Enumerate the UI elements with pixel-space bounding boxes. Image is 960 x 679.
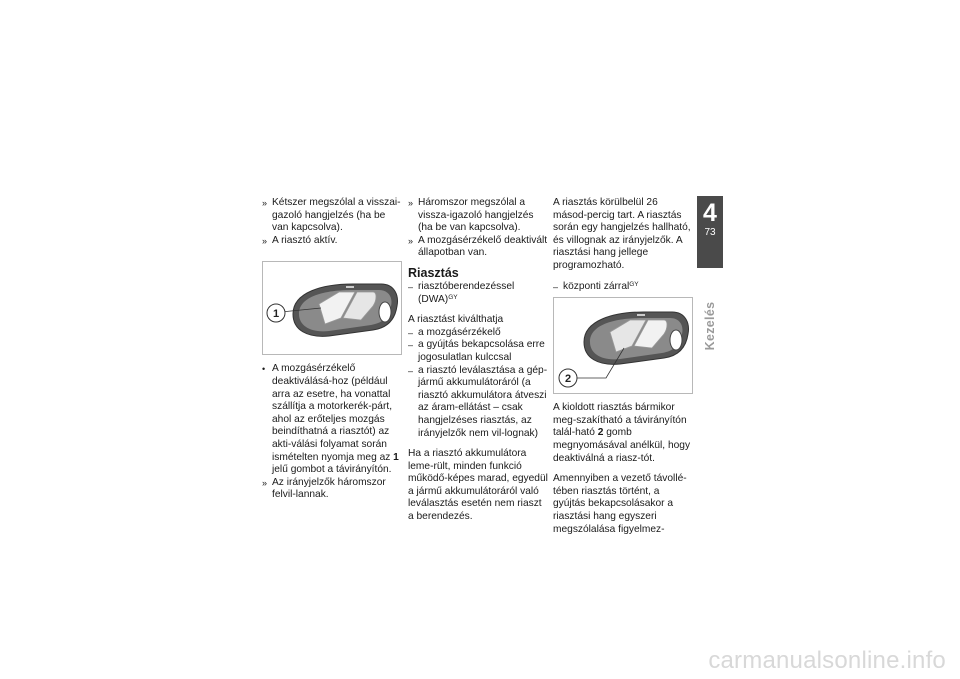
chapter-tab bbox=[697, 196, 723, 268]
list-item bbox=[408, 235, 548, 260]
column-3 bbox=[553, 197, 693, 536]
dash-marker: – bbox=[408, 365, 414, 376]
chapter-title: Kezelés bbox=[703, 301, 717, 351]
section-heading: Riasztás bbox=[408, 265, 459, 280]
dash-marker: – bbox=[408, 327, 414, 338]
list-item bbox=[408, 339, 548, 364]
list-item bbox=[262, 477, 402, 502]
dash-marker: – bbox=[408, 340, 414, 351]
paragraph: A riasztás körülbelül 26 másod-percig tart. A riasztás során egy hangjelzés hallható, és villognak az irányjelzők. A riasztási hang jellege programozható. bbox=[553, 197, 691, 271]
bullet-marker: » bbox=[262, 477, 268, 488]
remote-key-figure-2 bbox=[553, 297, 693, 394]
list-item bbox=[262, 363, 402, 476]
chapter-title-vertical bbox=[702, 296, 718, 356]
bullet-marker: • bbox=[262, 364, 266, 375]
remote-key-illustration bbox=[554, 298, 692, 393]
item-text: a riasztó leválasztása a gép-jármű akkumulátoráról (a riasztó akkumulátora átveszi az áram-ellátást – csak hangjelzéses riasztás, az irányjelzők nem vil-lognak) bbox=[418, 364, 548, 439]
item-text: A riasztó aktív. bbox=[272, 234, 338, 246]
intro-text: A riasztást kiválthatja bbox=[408, 314, 504, 326]
list-item bbox=[408, 327, 548, 340]
figure-label: 2 bbox=[564, 373, 572, 386]
chapter-number: 4 bbox=[703, 199, 717, 227]
list-item bbox=[408, 365, 548, 441]
paragraph: Ha a riasztó akkumulátora leme-rült, minden funkció működő-képes marad, egyedül a jármű akkumulátoráról való leválasztás esetén nem riaszt a berendezés. bbox=[408, 448, 548, 523]
item-text: A mozgásérzékelő deaktiválásá-hoz (például arra az esetre, ha vonattal szállítja a motorkerék-párt, ahol az erőteljes mozgás beindíthatná a riasztót) az akti-válási folyamat során ismételten nyomja meg az 1 jelű gombot a távirányítón. bbox=[272, 363, 399, 476]
item-text: Kétszer megszólal a visszai-gazoló hangjelzés (ha be van kapcsolva). bbox=[272, 197, 401, 234]
list-item bbox=[408, 197, 548, 235]
bullet-marker: » bbox=[262, 235, 268, 246]
paragraph: Amennyiben a vezető távollé-tében riasztás történt, a gyújtás bekapcsolásakor a riasztási hang egyszeri megszólalása figyelmez- bbox=[553, 473, 687, 535]
list-item bbox=[408, 281, 548, 306]
list-item bbox=[262, 197, 402, 235]
column-2 bbox=[408, 197, 548, 524]
item-text: A mozgásérzékelő deaktivált állapotban van. bbox=[418, 234, 548, 259]
item-text: a gyújtás bekapcsolása erre jogosulatlan kulccsal bbox=[418, 339, 545, 363]
dash-marker: – bbox=[553, 281, 559, 292]
page-number: 73 bbox=[704, 227, 716, 238]
bullet-marker: » bbox=[262, 198, 268, 208]
remote-key-illustration bbox=[263, 262, 401, 354]
column-1 bbox=[262, 197, 402, 502]
list-item bbox=[262, 235, 402, 248]
item-text: Háromszor megszólal a vissza-igazoló hangjelzés (ha be van kapcsolva). bbox=[418, 197, 534, 234]
paragraph: A kioldott riasztás bármikor meg-szakítható a távirányítón talál-ható 2 gomb megnyomásával anélkül, hogy deaktiválná a riasz-tót. bbox=[553, 402, 691, 464]
watermark: carmanualsonline.info bbox=[708, 647, 946, 674]
list-item bbox=[553, 281, 693, 294]
item-text: központi zárral$^{GY}$ bbox=[563, 280, 639, 292]
bullet-marker: » bbox=[408, 198, 414, 208]
figure-label: 1 bbox=[272, 308, 280, 321]
item-text: a mozgásérzékelő bbox=[418, 326, 501, 338]
dash-marker: – bbox=[408, 281, 414, 292]
item-text: riasztóberendezéssel (DWA)$^{GY}$ bbox=[418, 280, 515, 305]
remote-key-figure-1 bbox=[262, 261, 402, 355]
bullet-marker: » bbox=[408, 235, 414, 246]
item-text: Az irányjelzők háromszor felvil-lannak. bbox=[272, 476, 386, 501]
